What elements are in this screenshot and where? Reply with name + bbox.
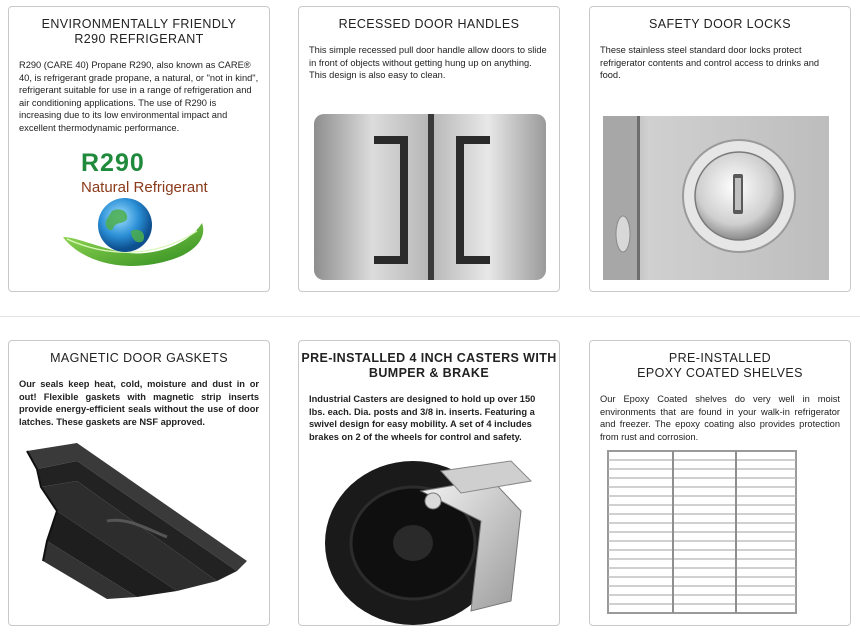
row-divider bbox=[0, 316, 860, 317]
globe-leaf-icon bbox=[57, 197, 237, 277]
card-title: PRE-INSTALLED EPOXY COATED SHELVES bbox=[637, 351, 803, 380]
feature-card-shelves bbox=[589, 340, 851, 626]
feature-card-gaskets bbox=[8, 340, 270, 626]
feature-card-door-handles bbox=[298, 6, 560, 292]
card-description: Industrial Casters are designed to hold up over 150 lbs. each. Dia. posts and 3/8 in. inserts. Featuring a swivel design for easy mobility. A set of 4 includes brakes on 2 of the wheels for control and safety. bbox=[309, 394, 536, 442]
r290-logo-text: R290 bbox=[81, 149, 145, 177]
card-description: These stainless steel standard door locks protect refrigerator contents and control access to drinks and food. bbox=[600, 45, 820, 81]
card-description: R290 (CARE 40) Propane R290, also known as CARE® 40, is refrigerant grade propane, a natural, or "not in kind", refrigerant suitable for use in a range of refrigeration and air conditioning applications. The use of R290 is increasing due to its low environmental impact and excellent thermodynamic performance. bbox=[19, 60, 259, 133]
caster-image bbox=[321, 451, 541, 626]
card-title: ENVIRONMENTALLY FRIENDLY R290 REFRIGERANT bbox=[41, 17, 237, 46]
feature-card-casters bbox=[298, 340, 560, 626]
natural-refrigerant-text: Natural Refrigerant bbox=[81, 179, 208, 196]
door-handles-image bbox=[314, 114, 546, 280]
card-description: Our seals keep heat, cold, moisture and dust in or out! Flexible gaskets with magnetic strip inserts provide energy-efficient seals without the use of door latches. These gaskets are NSF approved. bbox=[19, 379, 259, 427]
feature-card-door-locks bbox=[589, 6, 851, 292]
feature-card-r290 bbox=[8, 6, 270, 292]
card-title: MAGNETIC DOOR GASKETS bbox=[50, 351, 228, 365]
card-description: This simple recessed pull door handle allow doors to slide in front of objects without getting hung up on anything. This design is also easy to clean. bbox=[309, 45, 547, 81]
card-title: SAFETY DOOR LOCKS bbox=[648, 17, 792, 31]
card-description: Our Epoxy Coated shelves do very well in moist environments that are found in your walk-in refrigerator and freezer. The epoxy coating also provides protection from rust and corrosion. bbox=[600, 394, 840, 442]
card-title: RECESSED DOOR HANDLES bbox=[338, 17, 520, 31]
door-lock-image bbox=[603, 116, 829, 280]
card-title: PRE-INSTALLED 4 INCH CASTERS WITH BUMPER & BRAKE bbox=[301, 351, 557, 380]
r290-logo bbox=[57, 147, 237, 272]
shelf-image bbox=[602, 445, 802, 620]
gasket-image bbox=[17, 441, 259, 601]
